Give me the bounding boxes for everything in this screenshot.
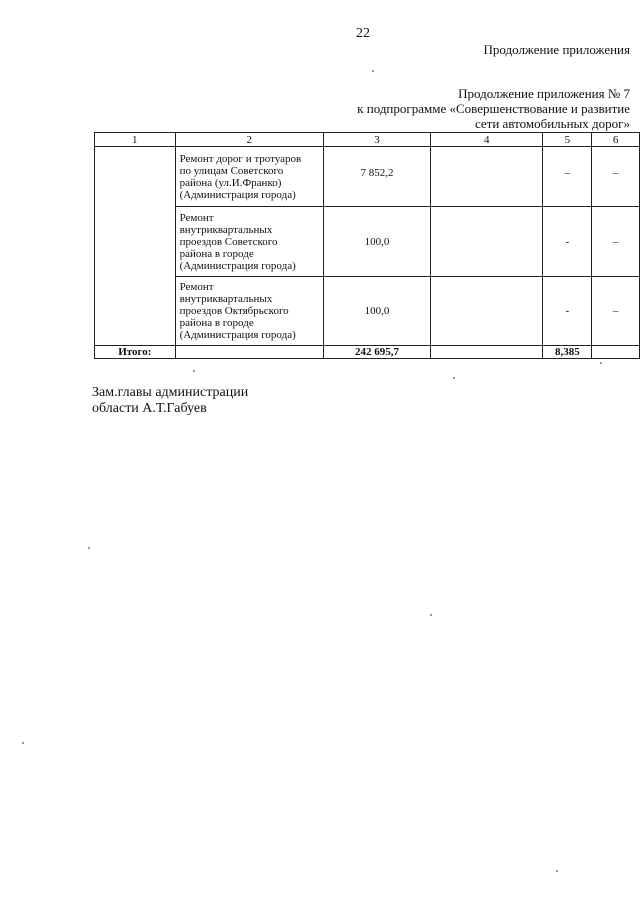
scan-speck [88,547,90,549]
scan-speck [556,870,558,872]
header-line-3: сети автомобильных дорог» [474,116,630,131]
col5-cell: – [543,147,592,207]
item-name-line: проездов Октябрьского [179,305,289,317]
item-name-cell [175,277,323,346]
item-name-line: района в городе [179,317,254,329]
signature-block [92,385,248,417]
item-name-cell [175,207,323,277]
total-col2 [175,346,323,359]
item-name-line: (Администрация города) [179,259,296,272]
col5-cell: - [543,207,592,277]
item-name-line: внутриквартальных [179,293,273,305]
scan-speck [600,362,602,364]
item-name-line: Ремонт [179,211,214,224]
col4-cell [431,147,543,207]
signature-line-1: Зам.главы администрации [92,385,249,400]
col4-cell [431,277,543,346]
amount-cell: 100,0 [324,207,431,277]
scan-speck [372,70,374,72]
col4-cell [431,207,543,277]
col6-cell: – [592,147,640,207]
table-row [95,277,640,346]
total-col5: 8,385 [543,346,592,359]
col5-cell: - [543,277,592,346]
scan-speck [430,614,432,616]
col-header-6: 6 [592,133,640,147]
continuation-label: Продолжение приложения [483,42,630,57]
item-name-line: проездов Советского [179,235,278,248]
signature-line-2: области А.Т.Габуев [92,401,207,416]
col-header-5: 5 [543,133,592,147]
row-number-cell [95,147,176,346]
total-col4 [431,346,543,359]
scan-speck [22,742,24,744]
appendix-header [357,86,630,131]
scan-speck [193,370,195,372]
table-row [95,147,640,207]
col-header-2: 2 [175,133,323,147]
col6-cell: – [592,277,640,346]
amount-cell: 100,0 [324,277,431,346]
header-line-2: к подпрограмме «Совершенствование и развитие [357,101,630,116]
item-name-line: (Администрация города) [179,188,296,201]
item-name-line: района в городе [179,247,254,260]
col-header-4: 4 [431,133,543,147]
col6-cell: – [592,207,640,277]
column-number-row [95,133,640,147]
item-name-line: Ремонт [179,281,214,293]
col-header-3: 3 [324,133,431,147]
item-name-line: Ремонт дорог и тротуаров [179,152,302,165]
appendix-table [94,132,640,359]
item-name-line: района (ул.И.Франко) [179,176,282,189]
amount-cell: 7 852,2 [324,147,431,207]
total-row [95,346,640,359]
item-name-line: (Администрация города) [179,329,296,341]
total-label: Итого: [95,346,176,359]
col-header-1: 1 [95,133,176,147]
table-row [95,207,640,277]
item-name-line: по улицам Советского [179,164,284,177]
item-name-cell [175,147,323,207]
scan-speck [453,377,455,379]
item-name-line: внутриквартальных [179,223,273,236]
header-line-1: Продолжение приложения № 7 [458,86,630,101]
total-amount: 242 695,7 [324,346,431,359]
total-col6 [592,346,640,359]
page-number: 22 [356,26,370,41]
